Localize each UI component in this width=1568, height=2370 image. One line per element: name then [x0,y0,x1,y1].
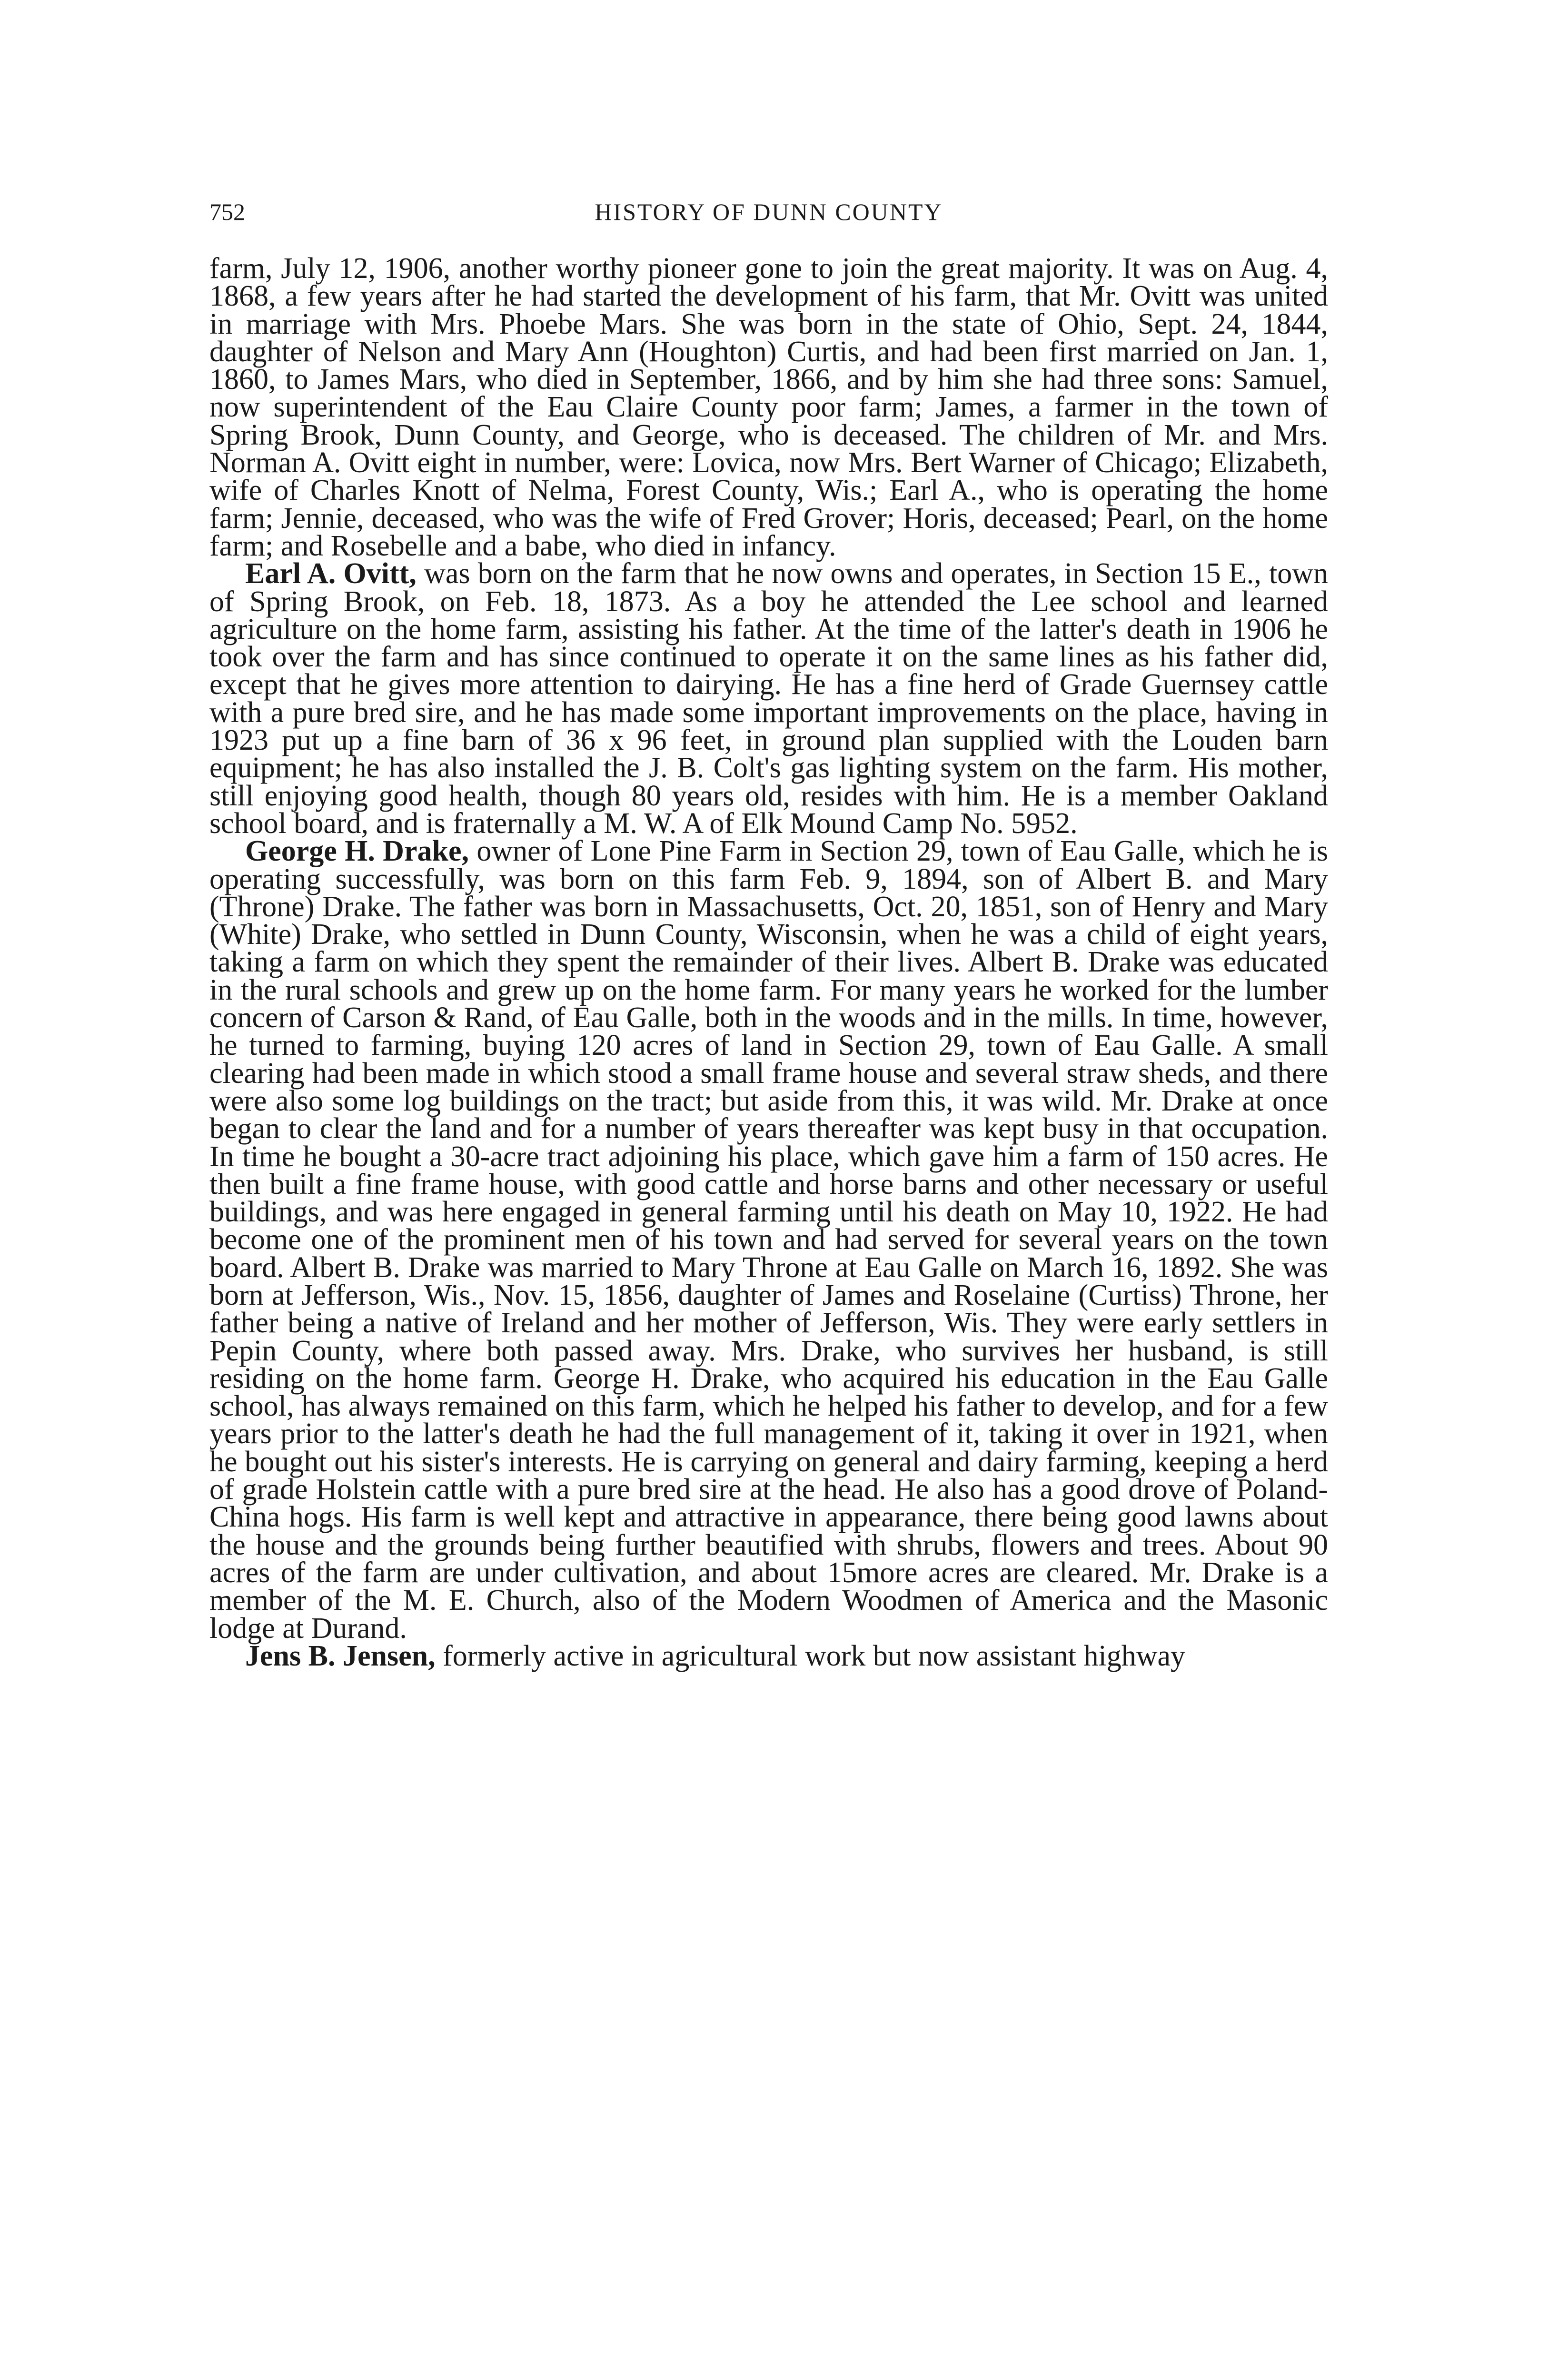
paragraph-ovitt-family [209,252,1328,562]
entry-name-george-drake: George H. Drake, [245,835,469,868]
page-header [209,193,1328,231]
entry-name-earl-ovitt: Earl A. Ovitt, [245,557,417,590]
entry-george-drake [209,835,1328,1645]
entry-text-earl-ovitt: was born on the farm that he now owns and operates, in Section 15 E., town of Spring Brook, on Feb. 18, 1873. As a boy he attended the Lee school and learned agriculture on the home farm, assisting his father. At the time of the latter's death in 1906 he took over the farm and has since continued to operate it on the same lines as his father did, except that he gives more attention to dairying. He has a fine herd of Grade Guernsey cattle with a pure bred sire, and he has made some important improvements on the place, having in 1923 put up a fine barn of 36 x 96 feet, in ground plan supplied with the Louden barn equipment; he has also installed the J. B. Colt's gas lighting system on the farm. His mother, still enjoying good health, though 80 years old, resides with him. He is a member Oakland school board, and is fraternally a M. W. A of Elk Mound Camp No. 5952. [209,557,1329,840]
entry-jens-jensen [209,1639,1328,1672]
running-title: HISTORY OF DUNN COUNTY [595,198,943,225]
entry-text-jens-jensen: formerly active in agricultural work but now assistant highway [435,1639,1186,1672]
entry-text-george-drake: owner of Lone Pine Farm in Section 29, town of Eau Galle, which he is operating successfully, was born on this farm Feb. 9, 1894, son of Albert B. and Mary (Throne) Drake. The father was born in Massachusetts, Oct. 20, 1851, son of Henry and Mary (White) Drake, who settled in Dunn County, Wisconsin, when he was a child of eight years, taking a farm on which they spent the remainder of their lives. Albert B. Drake was educated in the rural schools and grew up on the home farm. For many years he worked for the lumber concern of Carson & Rand, of Eau Galle, both in the woods and in the mills. In time, however, he turned to farming, buying 120 acres of land in Section 29, town of Eau Galle. A small clearing had been made in which stood a small frame house and several straw sheds, and there were also some log buildings on the tract; but aside from this, it was wild. Mr. Drake at once began to clear the land and for a number of years thereafter was kept busy in that occupation. In time he bought a 30-acre tract adjoining his place, which gave him a farm of 150 acres. He then built a fine frame house, with good cattle and horse barns and other necessary or useful buildings, and was here engaged in general farming until his death on May 10, 1922. He had become one of the prominent men of his town and had served for several years on the town board. Albert B. Drake was married to Mary Throne at Eau Galle on March 16, 1892. She was born at Jefferson, Wis., Nov. 15, 1856, daughter of James and Roselaine (Curtiss) Throne, her father being a native of Ireland and her mother of Jefferson, Wis. They were early settlers in Pepin County, where both passed away. Mrs. Drake, who survives her husband, is still residing on the home farm. George H. Drake, who acquired his education in the Eau Galle school, has always remained on this farm, which he helped his father to develop, and for a few years prior to the latter's death he had the full management of it, taking it over in 1921, when he bought out his sister's interests. He is carrying on general and dairy farming, keeping a herd of grade Holstein cattle with a pure bred sire at the head. He also has a good drove of Poland-China hogs. His farm is well kept and attractive in appearance, there being good lawns about the house and the grounds being further beautified with shrubs, flowers and trees. About 90 acres of the farm are under cultivation, and about 15more acres are cleared. Mr. Drake is a member of the M. E. Church, also of the Modern Woodmen of America and the Masonic lodge at Durand. [209,835,1328,1645]
page-number: 752 [209,198,245,225]
entry-name-jens-jensen: Jens B. Jensen, [245,1639,436,1672]
body-text [209,252,1329,1672]
paragraph-text: farm, July 12, 1906, another worthy pioneer gone to join the great majority. It was on Aug. 4, 1868, a few years after he had started the development of his farm, that Mr. Ovitt was united in marriage with Mrs. Phoebe Mars. She was born in the state of Ohio, Sept. 24, 1844, daughter of Nelson and Mary Ann (Houghton) Curtis, and had been first married on Jan. 1, 1860, to James Mars, who died in September, 1866, and by him she had three sons: Samuel, now superintendent of the Eau Claire County poor farm; James, a farmer in the town of Spring Brook, Dunn County, and George, who is deceased. The children of Mr. and Mrs. Norman A. Ovitt eight in number, were: Lovica, now Mrs. Bert Warner of Chicago; Elizabeth, wife of Charles Knott of Nelma, Forest County, Wis.; Earl A., who is operating the home farm; Jennie, deceased, who was the wife of Fred Grover; Horis, deceased; Pearl, on the home farm; and Rosebelle and a babe, who died in infancy. [209,252,1328,562]
entry-earl-ovitt [209,557,1329,840]
